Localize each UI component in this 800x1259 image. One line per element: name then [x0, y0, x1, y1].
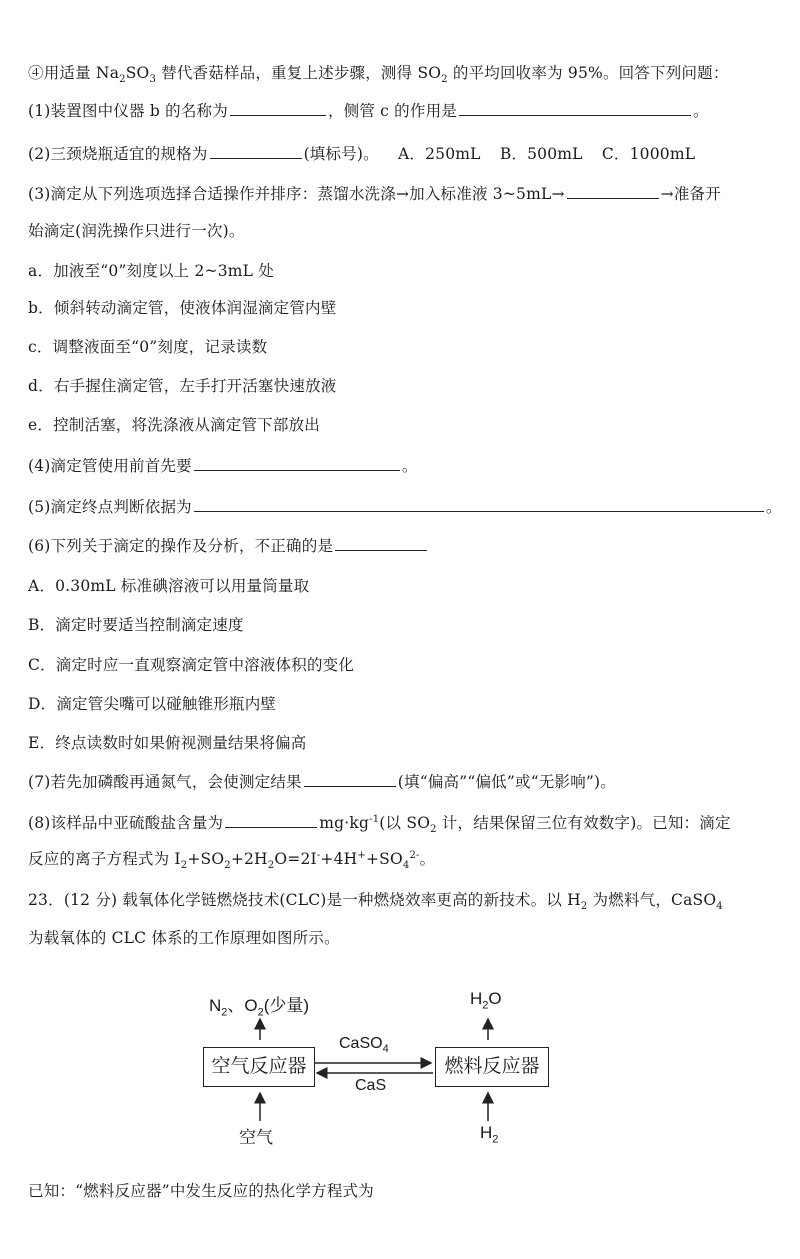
question-23-line1: 23．(12 分) 载氧体化学链燃烧技术(CLC)是一种燃烧效率更高的新技术。以 $H_2$ 为燃料气，CaSO$_4$ — [28, 891, 723, 913]
known-text: 已知：“燃料反应器”中发生反应的热化学方程式为 — [28, 1182, 374, 1200]
caso4-label: CaSO$_4$ — [339, 1035, 389, 1056]
option-e: e．控制活塞，将洗涤液从滴定管下部放出 — [28, 416, 320, 434]
fuel-reactor-box: 燃料反应器 — [435, 1047, 549, 1087]
question-23-line2: 为载氧体的 CLC 体系的工作原理如图所示。 — [28, 929, 340, 947]
step-4-text: ④用适量 $Na_2SO_3$ 替代香菇样品，重复上述步骤，测得 $SO_2$ 的平均回收率为 95%。回答下列问题： — [28, 64, 729, 86]
question-2: (2)三颈烧瓶适宜的规格为 (填标号)。 A．250mL B．500mL C．1000mL — [28, 145, 696, 163]
option-d: d．右手握住滴定管，左手打开活塞快速放液 — [28, 377, 337, 395]
answer-blank-1a[interactable] — [230, 100, 326, 116]
option-B: B．滴定时要适当控制滴定速度 — [28, 616, 244, 634]
h2-input-label: $H_2$ — [480, 1123, 499, 1146]
fuel-reactor-output-label: $H_2O$ — [470, 989, 502, 1012]
air-input-label: 空气 — [239, 1128, 273, 1148]
option-C: C．滴定时应一直观察滴定管中溶液体积的变化 — [28, 656, 355, 674]
question-3-line1: (3)滴定从下列选项选择合适操作并排序：蒸馏水洗涤→加入标准液 3~5mL→ →准备开 — [28, 185, 721, 203]
question-6: (6)下列关于滴定的操作及分析，不正确的是 — [28, 535, 786, 557]
option-c: c．调整液面至“0”刻度，记录读数 — [28, 338, 268, 356]
cas-label: CaS — [355, 1077, 387, 1094]
air-reactor-box: 空气反应器 — [203, 1047, 315, 1087]
answer-blank-6[interactable] — [335, 535, 427, 551]
question-8-line1: (8)该样品中亚硫酸盐含量为 $mg\cdot kg^{-1}$(以 $SO_2$ 计，结果保留三位有效数字)。已知：滴定 — [28, 813, 731, 836]
question-5: (5)滴定终点判断依据为 。 — [28, 498, 782, 516]
answer-blank-4[interactable] — [194, 455, 400, 471]
question-4: (4)滴定管使用前首先要 。 — [28, 457, 418, 475]
answer-blank-7[interactable] — [304, 771, 396, 787]
option-a: a．加液至“0”刻度以上 2~3mL 处 — [28, 262, 275, 280]
answer-blank-3[interactable] — [567, 183, 659, 199]
question-3-line2: 始滴定(润洗操作只进行一次)。 — [28, 222, 245, 240]
question-8-line2: 反应的离子方程式为 $I_2+SO_2+2H_2O=2I^-+4H^++SO_4^{2-}$。 — [28, 849, 436, 872]
option-A: A．0.30mL 标准碘溶液可以用量筒量取 — [28, 577, 310, 595]
option-D: D．滴定管尖嘴可以碰触锥形瓶内壁 — [28, 695, 277, 713]
question-7: (7)若先加磷酸再通氮气，会使测定结果 (填“偏高”“偏低”或“无影响”)。 — [28, 773, 617, 791]
air-reactor-output-label: $N_2$、$O_2$(少量) — [209, 996, 310, 1019]
answer-blank-5[interactable] — [194, 496, 764, 512]
clc-diagram — [195, 985, 575, 1155]
option-E: E．终点读数时如果俯视测量结果将偏高 — [28, 734, 307, 752]
answer-blank-8[interactable] — [225, 812, 317, 828]
option-b: b．倾斜转动滴定管，使液体润湿滴定管内壁 — [28, 299, 337, 317]
question-1: (1)装置图中仪器 b 的名称为 ，侧管 c 的作用是 。 — [28, 102, 709, 120]
answer-blank-2[interactable] — [210, 143, 302, 159]
answer-blank-1b[interactable] — [459, 100, 691, 116]
